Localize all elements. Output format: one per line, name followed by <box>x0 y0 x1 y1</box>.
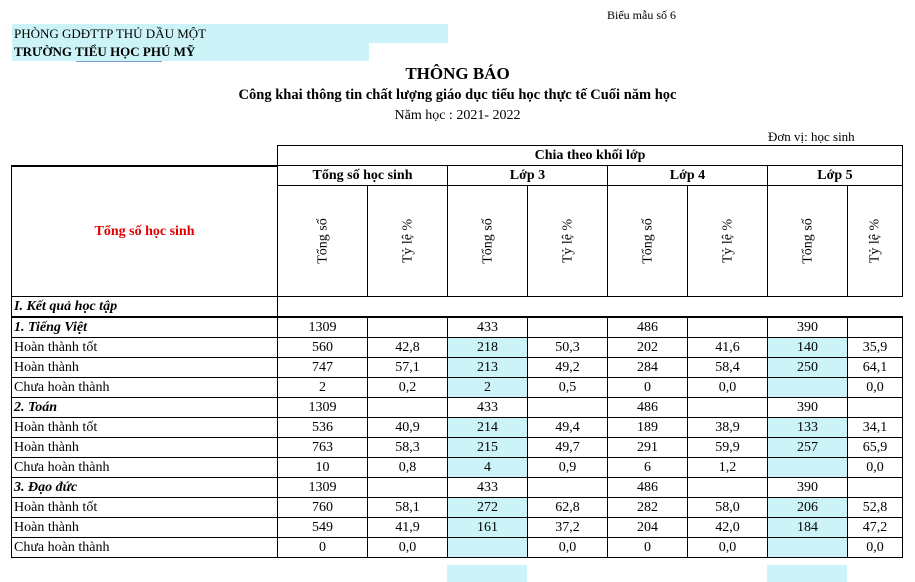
sub-header-pct: Tỷ lệ % <box>848 186 903 297</box>
table-cell: 41,9 <box>368 518 448 538</box>
page-subtitle: Công khai thông tin chất lượng giáo dục tiểu học thực tế Cuối năm học <box>238 87 677 103</box>
table-cell: 0 <box>608 538 688 558</box>
table-cell: 184 <box>768 518 848 538</box>
table-cell: 763 <box>278 438 368 458</box>
table-cell: 560 <box>278 338 368 358</box>
col-group-lop4: Lớp 4 <box>608 166 768 186</box>
col-group-lop3: Lớp 3 <box>448 166 608 186</box>
row-label: Chưa hoàn thành <box>12 538 278 558</box>
table-cell: 34,1 <box>848 418 903 438</box>
table-row <box>12 538 903 558</box>
table-row <box>12 458 903 478</box>
sub-header-total: Tổng số <box>448 186 528 297</box>
row-label: Hoàn thành <box>12 438 278 458</box>
row-label: Hoàn thành tốt <box>12 498 278 518</box>
table-cell: 133 <box>768 418 848 438</box>
group-header: Chia theo khối lớp <box>278 146 903 166</box>
table-cell: 390 <box>768 317 848 338</box>
table-cell: 536 <box>278 418 368 438</box>
table-cell: 189 <box>608 418 688 438</box>
table-cell: 0,0 <box>688 378 768 398</box>
table-cell: 760 <box>278 498 368 518</box>
table-cell <box>368 317 448 338</box>
table-cell: 40,9 <box>368 418 448 438</box>
table-row <box>12 478 903 498</box>
section-spacer <box>278 297 903 318</box>
sub-header-pct: Tỷ lệ % <box>688 186 768 297</box>
row-label: Chưa hoàn thành <box>12 458 278 478</box>
table-cell: 218 <box>448 338 528 358</box>
table-row <box>12 398 903 418</box>
table-cell: 47,2 <box>848 518 903 538</box>
row-label: 2. Toán <box>12 398 278 418</box>
table-cell: 0,0 <box>368 538 448 558</box>
row-label: Hoàn thành tốt <box>12 418 278 438</box>
table-cell: 57,1 <box>368 358 448 378</box>
table-row <box>12 378 903 398</box>
table-cell <box>528 478 608 498</box>
table-cell <box>448 538 528 558</box>
sub-header-total: Tổng số <box>608 186 688 297</box>
table-cell: 2 <box>448 378 528 398</box>
row-label: Chưa hoàn thành <box>12 378 278 398</box>
table-cell: 486 <box>608 478 688 498</box>
section-label: I. Kết quả học tập <box>12 297 278 318</box>
table-cell: 284 <box>608 358 688 378</box>
col-group-lop5: Lớp 5 <box>768 166 903 186</box>
table-row <box>12 438 903 458</box>
table-cell: 0 <box>608 378 688 398</box>
table-cell: 50,3 <box>528 338 608 358</box>
table-cell: 1309 <box>278 317 368 338</box>
table-cell: 433 <box>448 317 528 338</box>
unit-label: Đơn vị: học sinh <box>768 129 855 144</box>
row-label: Hoàn thành <box>12 518 278 538</box>
table-cell: 291 <box>608 438 688 458</box>
table-cell: 6 <box>608 458 688 478</box>
table-cell: 390 <box>768 398 848 418</box>
table-cell: 49,7 <box>528 438 608 458</box>
table-cell <box>768 378 848 398</box>
table-cell: 161 <box>448 518 528 538</box>
table-cell: 0,0 <box>848 378 903 398</box>
table-cell: 58,0 <box>688 498 768 518</box>
table-cell: 202 <box>608 338 688 358</box>
table-row <box>12 498 903 518</box>
org-underline <box>76 61 162 62</box>
table-cell: 282 <box>608 498 688 518</box>
table-cell: 206 <box>768 498 848 518</box>
sub-header-pct: Tỷ lệ % <box>368 186 448 297</box>
table-cell: 213 <box>448 358 528 378</box>
sub-header-pct: Tỷ lệ % <box>528 186 608 297</box>
sub-header-total: Tổng số <box>768 186 848 297</box>
table-cell <box>848 317 903 338</box>
table-cell: 38,9 <box>688 418 768 438</box>
table-cell <box>528 398 608 418</box>
table-cell: 257 <box>768 438 848 458</box>
form-number: Biểu mẫu số 6 <box>607 8 676 22</box>
table-cell: 0,8 <box>368 458 448 478</box>
table-cell: 62,8 <box>528 498 608 518</box>
table-cell: 10 <box>278 458 368 478</box>
table-cell <box>768 458 848 478</box>
org-school: TRƯỜNG TIỂU HỌC PHÚ MỸ <box>12 43 369 61</box>
table-cell: 0 <box>278 538 368 558</box>
table-cell: 65,9 <box>848 438 903 458</box>
table-cell: 390 <box>768 478 848 498</box>
table-cell: 486 <box>608 317 688 338</box>
table-cell: 64,1 <box>848 358 903 378</box>
table-cell: 0,5 <box>528 378 608 398</box>
table-cell: 214 <box>448 418 528 438</box>
table-body <box>12 317 903 558</box>
page-title: THÔNG BÁO <box>405 64 510 83</box>
table-cell <box>688 478 768 498</box>
table-cell <box>848 478 903 498</box>
table-cell: 486 <box>608 398 688 418</box>
table-cell: 49,2 <box>528 358 608 378</box>
table-cell: 49,4 <box>528 418 608 438</box>
table-cell: 0,2 <box>368 378 448 398</box>
table-cell: 250 <box>768 358 848 378</box>
table-cell: 58,4 <box>688 358 768 378</box>
sub-header-total: Tổng số <box>278 186 368 297</box>
table-cell: 140 <box>768 338 848 358</box>
table-cell: 747 <box>278 358 368 378</box>
table-cell: 52,8 <box>848 498 903 518</box>
row-label: 1. Tiếng Việt <box>12 317 278 338</box>
table-cell: 204 <box>608 518 688 538</box>
table-row <box>12 338 903 358</box>
table-row <box>12 418 903 438</box>
table-cell: 1,2 <box>688 458 768 478</box>
table-cell: 549 <box>278 518 368 538</box>
table-cell <box>368 398 448 418</box>
table-cell: 42,0 <box>688 518 768 538</box>
blank-corner <box>12 146 278 166</box>
table-row <box>12 317 903 338</box>
table-cell: 433 <box>448 478 528 498</box>
row-label: Hoàn thành <box>12 358 278 378</box>
table-row <box>12 518 903 538</box>
table-cell <box>368 478 448 498</box>
highlight-band-lop5 <box>767 565 847 582</box>
results-table <box>11 145 903 558</box>
table-cell <box>688 398 768 418</box>
school-year: Năm học : 2021- 2022 <box>394 108 521 123</box>
table-cell: 42,8 <box>368 338 448 358</box>
highlight-band-lop3 <box>447 565 527 582</box>
table-cell: 0,0 <box>688 538 768 558</box>
table-cell: 0,9 <box>528 458 608 478</box>
table-cell: 1309 <box>278 478 368 498</box>
table-cell: 0,0 <box>848 538 903 558</box>
table-cell: 2 <box>278 378 368 398</box>
table-row <box>12 358 903 378</box>
col-group-total: Tổng số học sinh <box>278 166 448 186</box>
table-cell: 1309 <box>278 398 368 418</box>
table-cell <box>848 398 903 418</box>
table-cell <box>768 538 848 558</box>
table-cell: 433 <box>448 398 528 418</box>
table-cell: 272 <box>448 498 528 518</box>
table-cell <box>688 317 768 338</box>
table-cell: 4 <box>448 458 528 478</box>
row-header-label: Tổng số học sinh <box>12 166 278 297</box>
table-cell: 35,9 <box>848 338 903 358</box>
table-cell: 58,3 <box>368 438 448 458</box>
table-cell <box>528 317 608 338</box>
table-cell: 58,1 <box>368 498 448 518</box>
row-label: Hoàn thành tốt <box>12 338 278 358</box>
table-cell: 37,2 <box>528 518 608 538</box>
table-cell: 215 <box>448 438 528 458</box>
row-label: 3. Đạo đức <box>12 478 278 498</box>
table-cell: 41,6 <box>688 338 768 358</box>
org-department: PHÒNG GDĐTTP THỦ DẦU MỘT <box>12 24 448 43</box>
table-cell: 59,9 <box>688 438 768 458</box>
table-cell: 0,0 <box>848 458 903 478</box>
table-cell: 0,0 <box>528 538 608 558</box>
